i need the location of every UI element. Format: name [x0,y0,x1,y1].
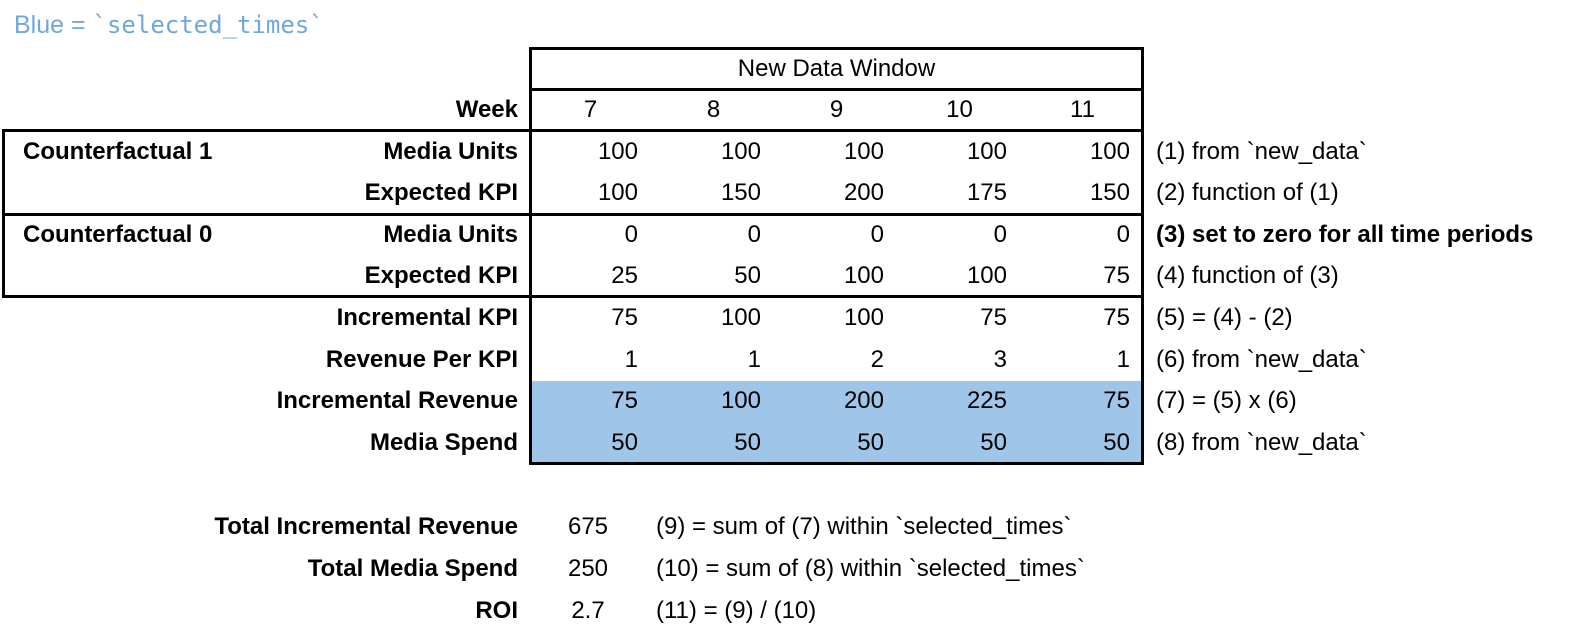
legend-prefix: Blue = [14,11,93,39]
data-cell: 0 [1116,221,1130,249]
data-cell: 150 [1089,179,1130,207]
summary-value: 250 [567,555,609,582]
data-cell: 75 [980,304,1007,332]
row-note: (2) function of (1) [1156,179,1339,207]
data-cell: 2 [870,345,884,373]
row-note: (6) from `new_data` [1156,345,1367,373]
data-cell: 100 [720,304,761,332]
data-cell: 100 [843,304,884,332]
group-label: Counterfactual 0 [23,221,213,249]
data-cell: 200 [843,179,884,207]
data-cell: 100 [597,137,638,165]
data-cell: 1 [624,345,638,373]
week-value: 10 [946,95,973,123]
row-label: Media Units [383,137,518,165]
row-label: Revenue Per KPI [325,345,518,373]
data-cell: 0 [993,221,1007,249]
data-cell: 100 [966,137,1007,165]
data-cell: 100 [720,137,761,165]
data-cell: 100 [843,137,884,165]
data-cell: 100 [597,179,638,207]
row-label: Incremental KPI [336,304,518,332]
table-row-incremental-revenue [0,381,1588,423]
week-row [0,89,1588,131]
row-label: Media Units [383,221,518,249]
summary-label: Total Media Spend [307,555,518,582]
data-cell: 50 [857,428,884,456]
row-label: Media Spend [369,428,518,456]
row-label: Expected KPI [364,179,518,207]
data-cell: 50 [734,428,761,456]
table-row-expected-kpi-cf1 [0,173,1588,215]
week-value: 7 [583,95,598,123]
table-header-new-data-window: New Data Window [737,55,936,82]
summary-row-total-incremental-revenue [0,506,1588,548]
legend-code: `selected_times` [92,11,324,39]
data-cell: 0 [870,221,884,249]
data-cell: 75 [1103,304,1130,332]
row-label: Incremental Revenue [276,387,518,415]
row-note: (4) function of (3) [1156,262,1339,290]
data-cell: 1 [1116,345,1130,373]
data-cell: 50 [980,428,1007,456]
week-label: Week [455,95,518,123]
data-cell: 100 [843,262,884,290]
table-row-media-spend [0,422,1588,464]
row-note: (5) = (4) - (2) [1156,304,1293,332]
row-label: Expected KPI [364,262,518,290]
data-cell: 225 [966,387,1007,415]
summary-row-total-media-spend [0,548,1588,590]
summary-value: 675 [567,513,609,540]
data-cell: 25 [611,262,638,290]
data-cell: 75 [611,387,638,415]
summary-note: (10) = sum of (8) within `selected_times` [656,555,1085,582]
group-label: Counterfactual 1 [23,137,213,165]
data-cell: 50 [734,262,761,290]
data-cell: 100 [966,262,1007,290]
week-value: 11 [1070,95,1095,123]
row-note: (3) set to zero for all time periods [1156,221,1534,249]
summary-note: (11) = (9) / (10) [656,597,817,624]
table-row-media-units-cf0 [0,215,1588,257]
data-cell: 50 [1103,428,1130,456]
summary-label: ROI [475,597,518,624]
legend [14,11,324,40]
data-cell: 75 [1103,387,1130,415]
data-cell: 100 [1089,137,1130,165]
data-cell: 75 [1103,262,1130,290]
week-value: 8 [706,95,721,123]
row-note: (8) from `new_data` [1156,428,1367,456]
summary-value: 2.7 [571,597,605,624]
data-cell: 0 [624,221,638,249]
summary-label: Total Incremental Revenue [214,513,518,540]
table-row-revenue-per-kpi [0,339,1588,381]
row-note: (7) = (5) x (6) [1156,387,1297,415]
data-cell: 150 [720,179,761,207]
data-cell: 75 [611,304,638,332]
row-note: (1) from `new_data` [1156,137,1367,165]
table-row-media-units-cf1 [0,131,1588,173]
data-cell: 1 [747,345,761,373]
week-value: 9 [829,95,844,123]
data-cell: 50 [611,428,638,456]
summary-note: (9) = sum of (7) within `selected_times` [656,513,1072,540]
data-cell: 3 [993,345,1007,373]
data-cell: 0 [747,221,761,249]
data-cell: 175 [966,179,1007,207]
data-cell: 200 [843,387,884,415]
table-row-expected-kpi-cf0 [0,256,1588,298]
data-cell: 100 [720,387,761,415]
summary-row-roi [0,590,1588,632]
table-row-incremental-kpi [0,298,1588,340]
